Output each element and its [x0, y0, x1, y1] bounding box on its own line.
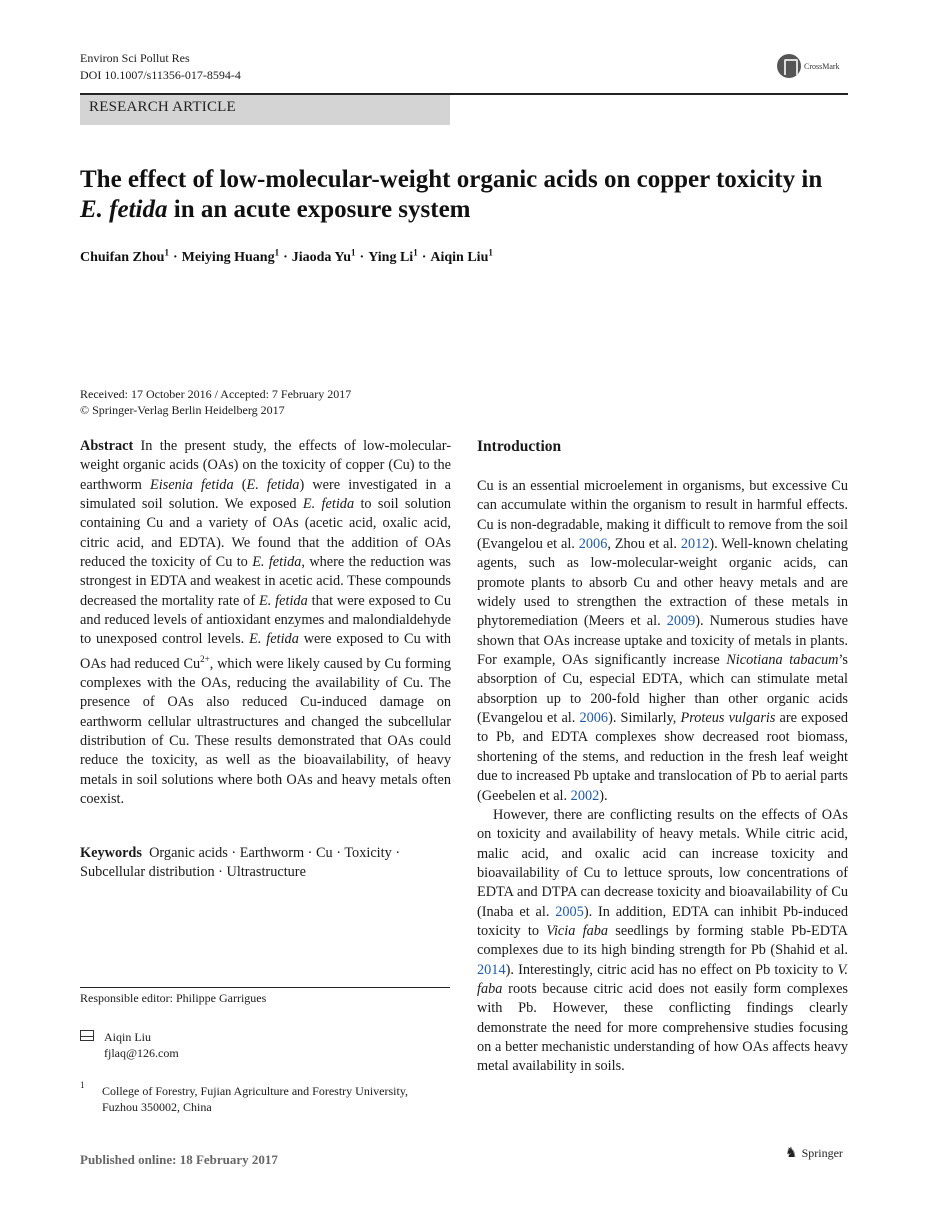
introduction: [477, 437, 848, 1077]
author[interactable]: Chuifan Zhou$^1$: [80, 247, 169, 265]
affiliation-line: College of Forestry, Fujian Agriculture and Forestry University,: [102, 1084, 409, 1098]
section-label: RESEARCH ARTICLE: [89, 99, 236, 115]
section-banner: [80, 95, 450, 125]
author-separator: ·: [283, 249, 288, 265]
corresponding-email[interactable]: fjlaq@126.com: [104, 1046, 179, 1060]
citation-link[interactable]: 2006: [578, 536, 608, 553]
title-species: E. fetida: [80, 196, 168, 223]
abstract-text: Abstract In the present study, the effects of low-molecular-weight organic acids (OAs) on the toxicity of copper (Cu) to the earthworm Eisenia fetida (E. fetida) were investigated in a simulated soil solution. We exposed E. fetida to soil solution containing Cu and a variety of OAs (acetic acid, oxalic acid, citric acid, and EDTA). We found that the addition of OAs reduced the toxicity of Cu to E. fetida, where the reduction was strongest in EDTA and weakest in acetic acid. These compounds decreased the mortality rate of E. fetida that were exposed to Cu and reduced levels of antioxidant enzymes and malondialdehyde to unexposed control levels. E. fetida were exposed to Cu with OAs had reduced $Cu^{2+}$, which were likely caused by Cu forming complexes with the OAs, reducing the availability of Cu. The presence of OAs also reduced Cu-induced damage on earthworm cellular ultrastructures and changed the subcellular distribution of Cu. These results demonstrated that OAs could reduce the toxicity, as well as the bioavailability, of heavy metals in soil solutions where both OAs and heavy metals often coexist.: [80, 438, 451, 807]
article-dates: [80, 386, 351, 418]
intro-paragraph-2: However, there are conflicting results on the effects of OAs on toxicity and availability of heavy metals. While citric acid, malic acid, and oxalic acid can increase toxicity and bioavailability of Cu to lettuce sprouts, low concentrations of EDTA and DTPA can decrease toxicity and bioavailability of Cu (Inaba et al. 2005). In addition, EDTA can inhibit Pb-induced toxicity to Vicia faba seedlings by forming stable Pb-EDTA complexes due to its high binding strength for Pb (Shahid et al. 2014). Interestingly, citric acid has no effect on Pb toxicity to V. faba roots because citric acid does not easily form complexes with Pb. However, these conflicting findings clearly demonstrate the need for more comprehensive studies focusing on a better mechanistic understanding of how OAs affects heavy metal availability in soils.: [477, 806, 848, 1075]
keywords-label: Keywords: [80, 845, 142, 861]
citation-link[interactable]: 2006: [579, 710, 609, 727]
author[interactable]: Aiqin Liu$^1$: [430, 247, 493, 265]
keywords-text: Organic acids · Earthworm · Cu · Toxicity · Subcellular distribution · Ultrastructure: [80, 845, 401, 881]
responsible-editor: Responsible editor: Philippe Garrigues: [80, 991, 267, 1005]
author-separator: ·: [172, 249, 178, 265]
received-accepted: Received: 17 October 2016 / Accepted: 7 February 2017: [80, 387, 352, 401]
springer-horse-icon: ♞: [785, 1146, 798, 1161]
citation-link[interactable]: 2005: [555, 903, 584, 920]
crossmark-badge[interactable]: [777, 54, 840, 78]
citation-link[interactable]: 2009: [666, 613, 696, 630]
title-text: The effect of low-molecular-weight organic acids on copper toxicity in: [80, 166, 823, 193]
abstract: [80, 437, 451, 809]
journal-name: Environ Sci Pollut Res: [80, 51, 190, 65]
keywords: [80, 844, 451, 883]
envelope-icon: [80, 1030, 94, 1041]
author-list: [80, 247, 493, 266]
crossmark-label: CrossMark: [804, 61, 840, 71]
crossmark-icon: [777, 54, 801, 78]
title-text-end: in an acute exposure system: [167, 196, 471, 223]
copyright: © Springer-Verlag Berlin Heidelberg 2017: [80, 403, 285, 417]
journal-header: [80, 50, 241, 84]
corresponding-author: [104, 1029, 179, 1061]
author-separator: ·: [359, 249, 365, 265]
abstract-label: Abstract: [80, 438, 134, 454]
citation-link[interactable]: 2012: [680, 536, 710, 553]
author[interactable]: Jiaoda Yu$^1$: [291, 247, 356, 265]
introduction-heading: Introduction: [477, 438, 562, 455]
author-separator: ·: [421, 249, 427, 265]
affiliation: [102, 1083, 408, 1115]
author[interactable]: Ying Li$^1$: [368, 247, 418, 265]
affiliation-line: Fuzhou 350002, China: [102, 1100, 212, 1114]
author[interactable]: Meiying Huang$^1$: [181, 247, 280, 265]
article-title: [80, 165, 840, 225]
intro-paragraph-1: Cu is an essential microelement in organisms, but excessive Cu can accumulate within the organism to result in harmful effects. Cu is non-degradable, making it difficult to remove from the soil (Evangelou et al. 2006, Zhou et al. 2012). Well-known chelating agents, such as low-molecular-weight organic acids, can promote plants to absorb Cu and other heavy metals and are widely used to strengthen the extraction of these metals in phytoremediation (Meers et al. 2009). Numerous studies have shown that OAs increase uptake and toxicity of metals in plants. For example, OAs significantly increase Nicotiana tabacum’s absorption of Cu, especial EDTA, which can stimulate metal absorption up to 200-fold higher than other organic acids (Evangelou et al. 2006). Similarly, Proteus vulgaris are exposed to Pb, and EDTA complexes show decreased root biomass, shortening of the stems, and reduction in the fresh leaf weight due to increased Pb uptake and translocation of Pb to aerial parts (Geebelen et al. 2002).: [477, 478, 849, 804]
publisher-name: Springer: [801, 1146, 843, 1160]
citation-link[interactable]: 2014: [477, 961, 506, 978]
doi[interactable]: DOI 10.1007/s11356-017-8594-4: [80, 68, 241, 82]
affiliation-number: 1: [80, 1080, 85, 1090]
springer-logo[interactable]: [785, 1145, 843, 1162]
corresponding-name: Aiqin Liu: [104, 1030, 151, 1044]
published-online: Published online: 18 February 2017: [80, 1152, 278, 1167]
footnote-rule: [80, 987, 450, 988]
citation-link[interactable]: 2002: [570, 787, 600, 804]
